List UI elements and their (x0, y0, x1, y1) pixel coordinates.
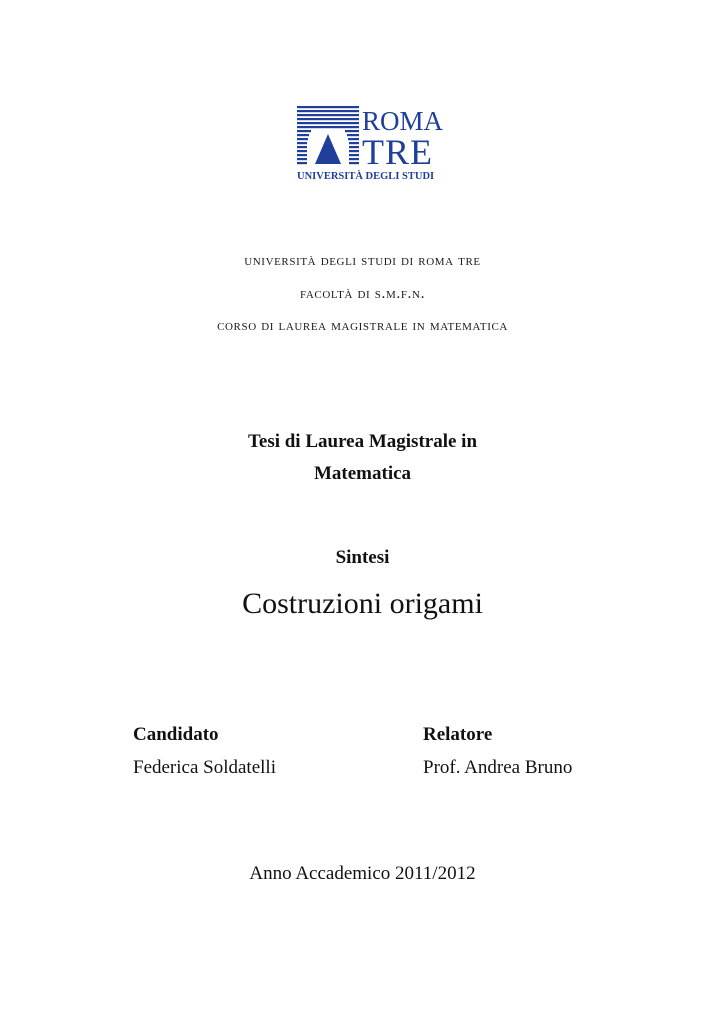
supervisor-label: Relatore (423, 724, 493, 745)
svg-text:UNIVERSITÀ DEGLI STUDI: UNIVERSITÀ DEGLI STUDI (297, 171, 435, 182)
faculty-name: facoltà di s.m.f.n. (299, 285, 426, 302)
thesis-subtype: Sintesi (335, 547, 390, 568)
university-name: università degli studi di roma tre (244, 252, 481, 269)
thesis-title: Costruzioni origami (242, 587, 483, 620)
roma-tre-logo-graphic (295, 104, 445, 184)
roma-tre-logo (295, 104, 445, 184)
svg-text:TRE: TRE (362, 132, 433, 172)
candidate-name: Federica Soldatelli (133, 757, 276, 778)
thesis-type-line2: Matematica (313, 463, 412, 484)
course-name: corso di laurea magistrale in matematica (217, 317, 508, 334)
candidate-label: Candidato (133, 724, 219, 745)
thesis-type-line1: Tesi di Laurea Magistrale in (247, 431, 478, 452)
svg-text:ROMA: ROMA (362, 106, 444, 136)
academic-year: Anno Accademico 2011/2012 (249, 863, 476, 884)
supervisor-name: Prof. Andrea Bruno (423, 757, 573, 778)
